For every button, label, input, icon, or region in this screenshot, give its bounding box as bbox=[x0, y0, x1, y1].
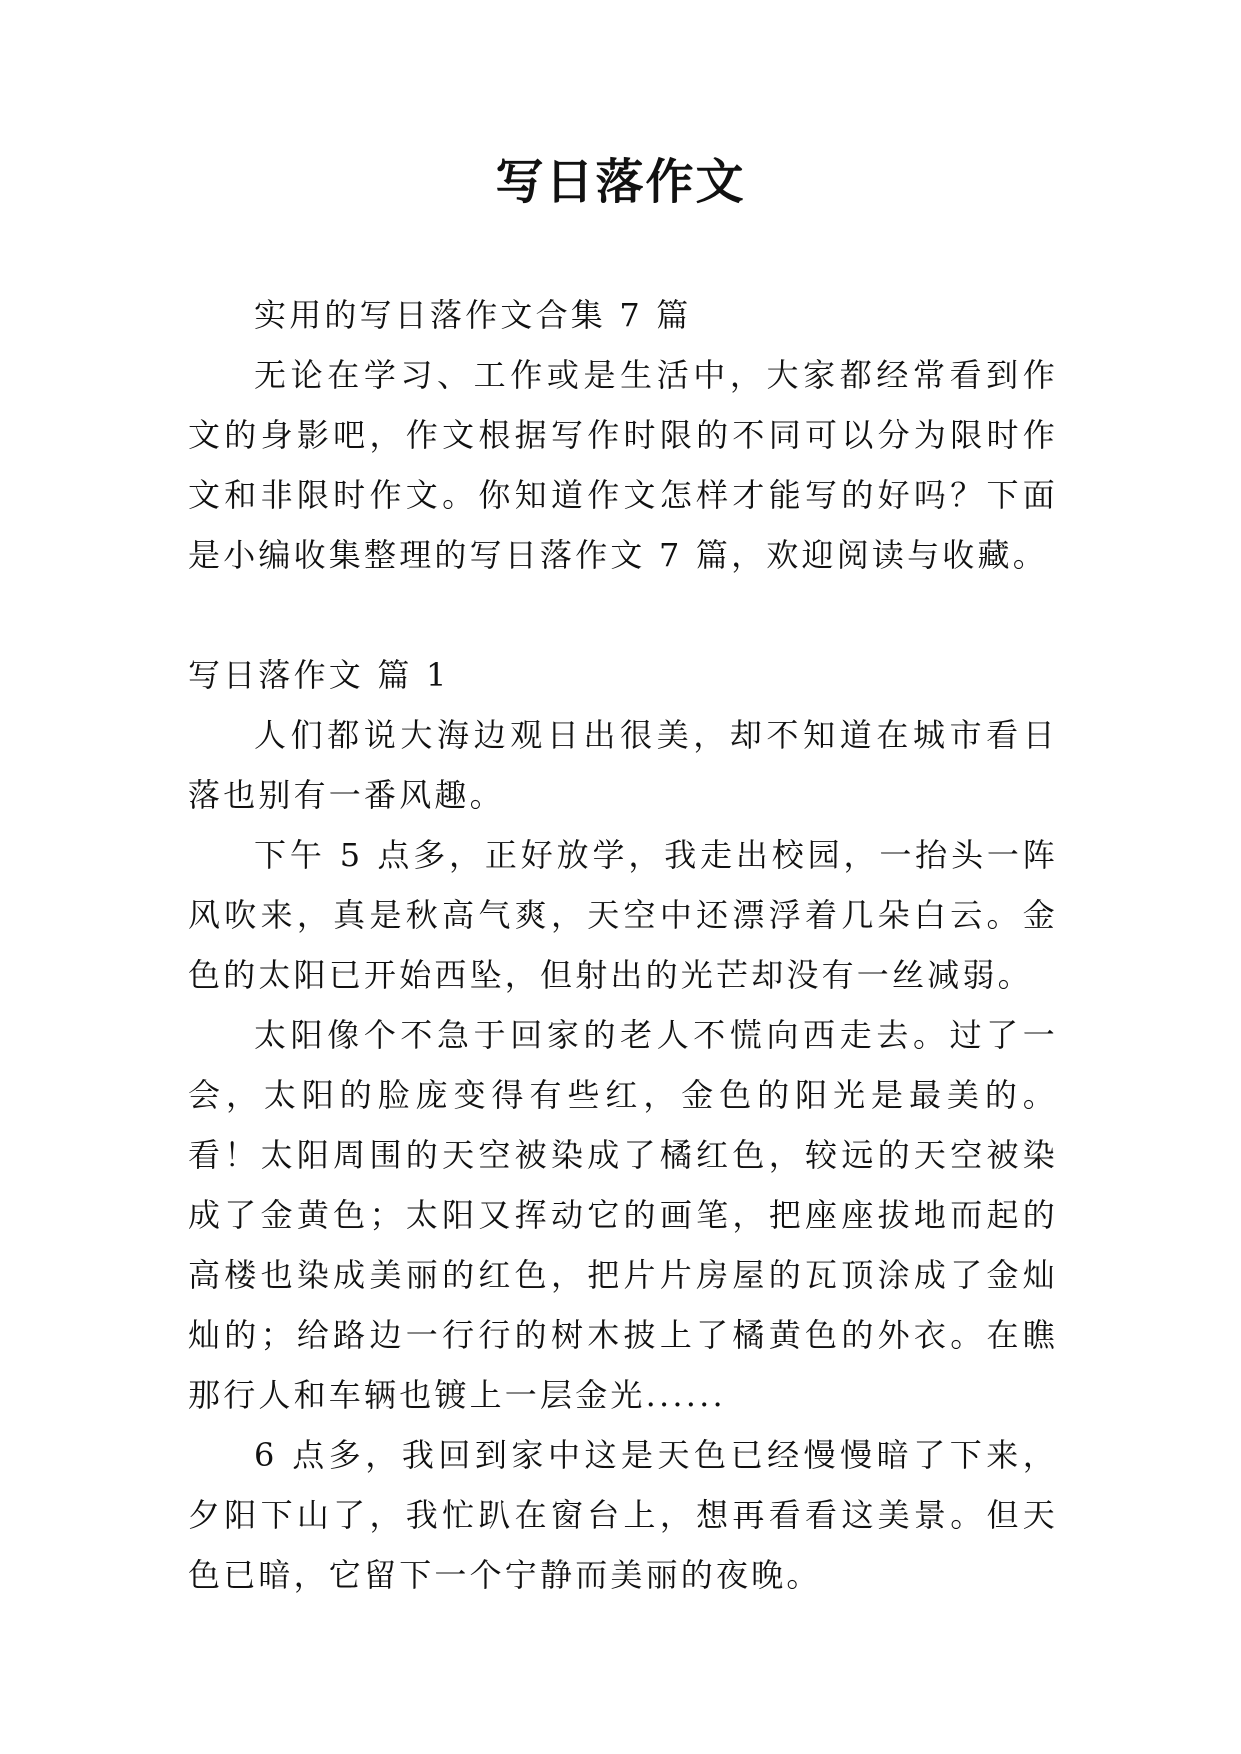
body-paragraph: 下午 5 点多，正好放学，我走出校园，一抬头一阵风吹来，真是秋高气爽，天空中还漂浮着几朵白云。金色的太阳已开始西坠，但射出的光芒却没有一丝减弱。 bbox=[188, 836, 1058, 994]
body-paragraph: 太阳像个不急于回家的老人不慌向西走去。过了一会，太阳的脸庞变得有些红，金色的阳光是最美的。看！太阳周围的天空被染成了橘红色，较远的天空被染成了金黄色；太阳又挥动它的画笔，把座座拔地而起的高楼也染成美丽的红色，把片片房屋的瓦顶涂成了金灿灿的；给路边一行行的树木披上了橘黄色的外衣。在瞧那行人和车辆也镀上一层金光...... bbox=[188, 1016, 1058, 1414]
body-paragraph: 6 点多，我回到家中这是天色已经慢慢暗了下来，夕阳下山了，我忙趴在窗台上，想再看看这美景。但天色已暗，它留下一个宁静而美丽的夜晚。 bbox=[188, 1436, 1058, 1594]
document-body bbox=[188, 285, 1058, 1605]
section-heading: 写日落作文 篇 1 bbox=[188, 656, 450, 694]
body-paragraph: 人们都说大海边观日出很美，却不知道在城市看日落也别有一番风趣。 bbox=[188, 716, 1058, 814]
document-title: 写日落作文 bbox=[495, 154, 746, 210]
intro-line: 实用的写日落作文合集 7 篇 bbox=[254, 296, 692, 334]
intro-paragraph: 无论在学习、工作或是生活中，大家都经常看到作文的身影吧，作文根据写作时限的不同可以分为限时作文和非限时作文。你知道作文怎样才能写的好吗？下面是小编收集整理的写日落作文 7 篇，欢迎阅读与收藏。 bbox=[188, 356, 1058, 574]
